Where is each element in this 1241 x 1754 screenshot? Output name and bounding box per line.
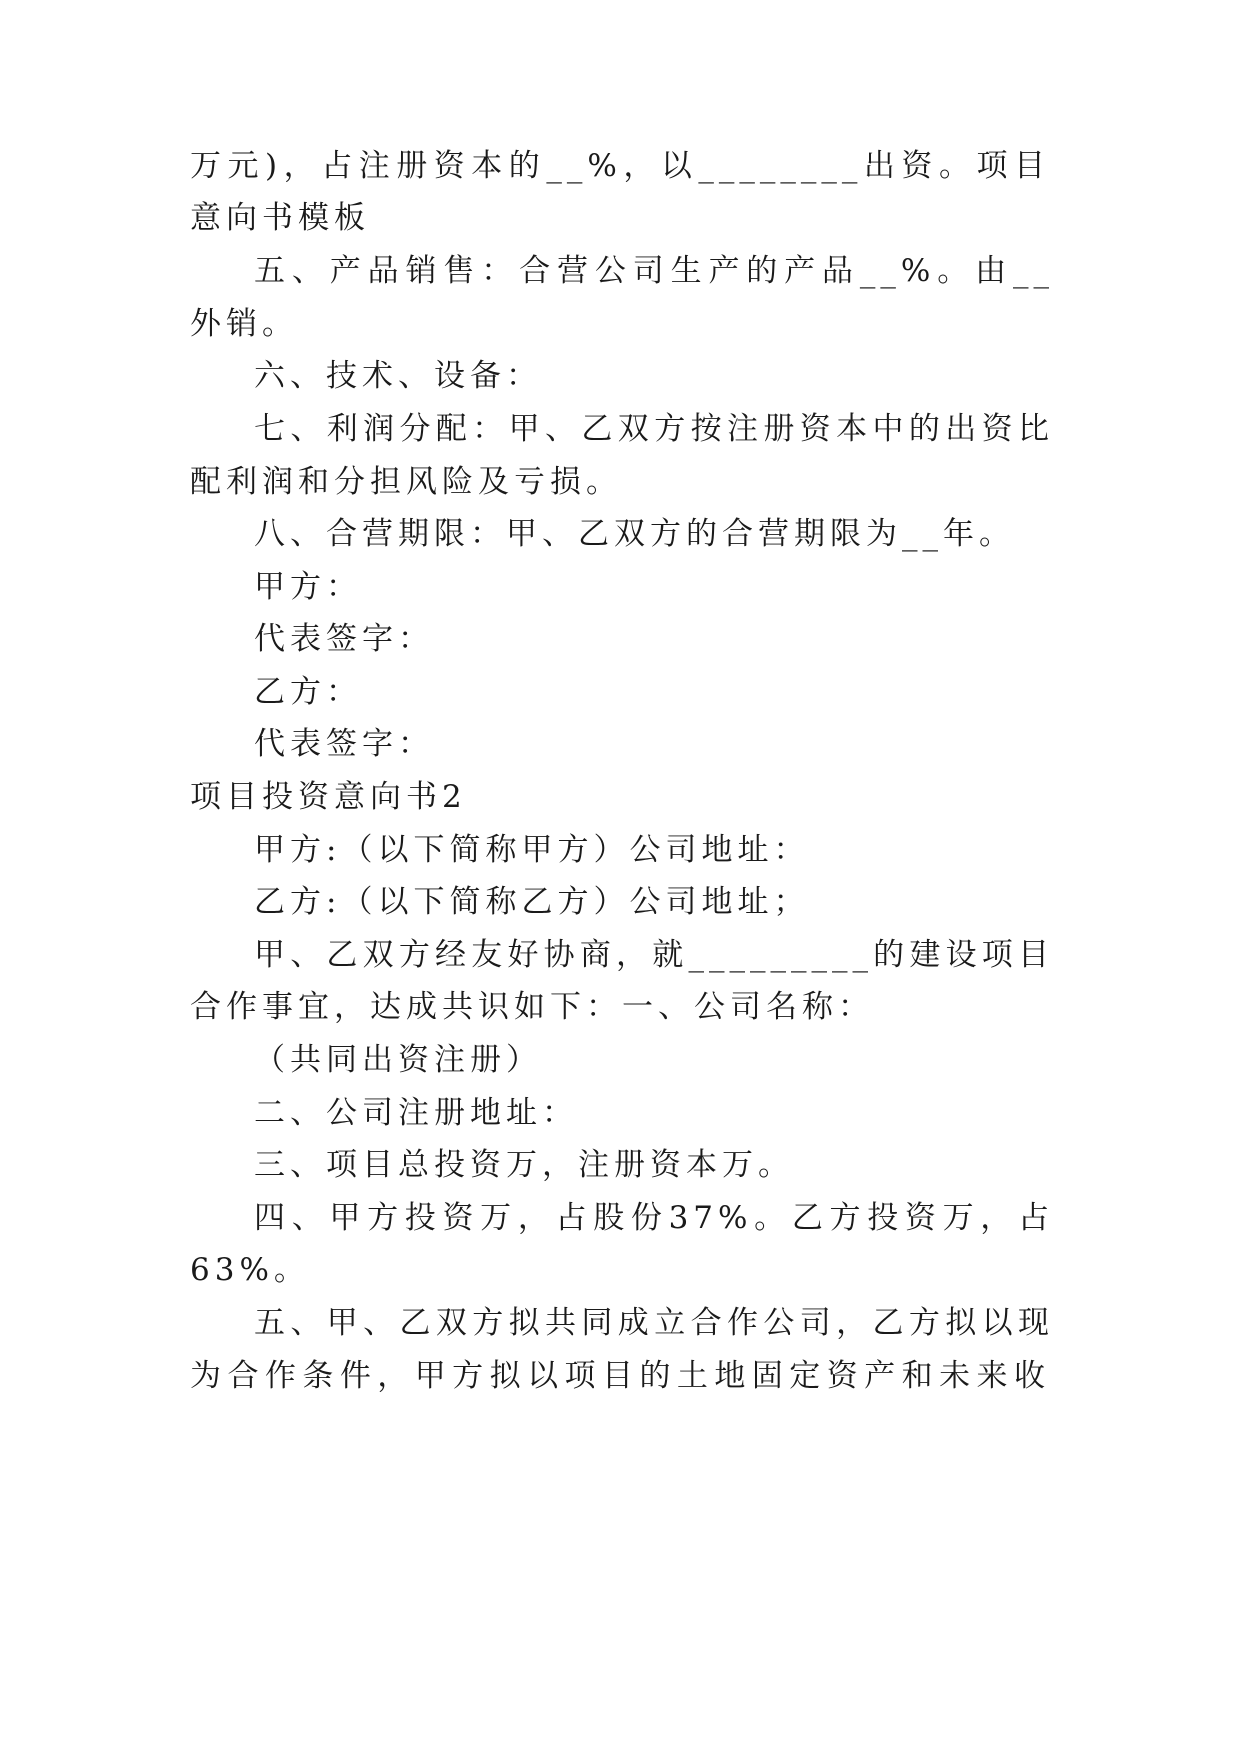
text-line: 代表签字：	[254, 726, 434, 762]
text-line: 八、合营期限：甲、乙双方的合营期限为__年。	[254, 516, 1015, 552]
text-line: 意向书模板	[190, 200, 370, 236]
text-line: 五、产品销售：合营公司生产的产品__%。由__	[254, 253, 1054, 289]
text-line: 七、利润分配：甲、乙双方按注册资本中的出资比	[254, 411, 1054, 447]
text-line: 甲方：	[254, 569, 362, 605]
text-line: 甲方:（以下简称甲方）公司地址：	[254, 832, 810, 868]
text-line: 63%。	[190, 1252, 310, 1288]
text-line: （共同出资注册）	[254, 1042, 542, 1078]
text-line: 外销。	[190, 306, 298, 342]
text-line: 万元)，占注册资本的__%，以________出资。项目	[190, 148, 1050, 184]
text-line: 三、项目总投资万，注册资本万。	[254, 1147, 794, 1183]
text-line: 为合作条件，甲方拟以项目的土地固定资产和未来收	[190, 1358, 1050, 1394]
text-line: 六、技术、设备：	[254, 358, 542, 394]
text-line: 合作事宜，达成共识如下：一、公司名称：	[190, 989, 874, 1025]
text-line: 乙方:（以下简称乙方）公司地址；	[254, 884, 810, 920]
text-line: 乙方：	[254, 674, 362, 710]
text-line: 配利润和分担风险及亏损。	[190, 464, 622, 500]
text-line: 甲、乙双方经友好协商，就_________的建设项目	[254, 937, 1054, 973]
text-line: 四、甲方投资万，占股份37%。乙方投资万，占	[254, 1200, 1054, 1236]
section-heading: 项目投资意向书2	[190, 779, 467, 815]
text-line: 五、甲、乙双方拟共同成立合作公司，乙方拟以现	[254, 1305, 1054, 1341]
text-line: 代表签字：	[254, 621, 434, 657]
text-line: 二、公司注册地址：	[254, 1095, 578, 1131]
